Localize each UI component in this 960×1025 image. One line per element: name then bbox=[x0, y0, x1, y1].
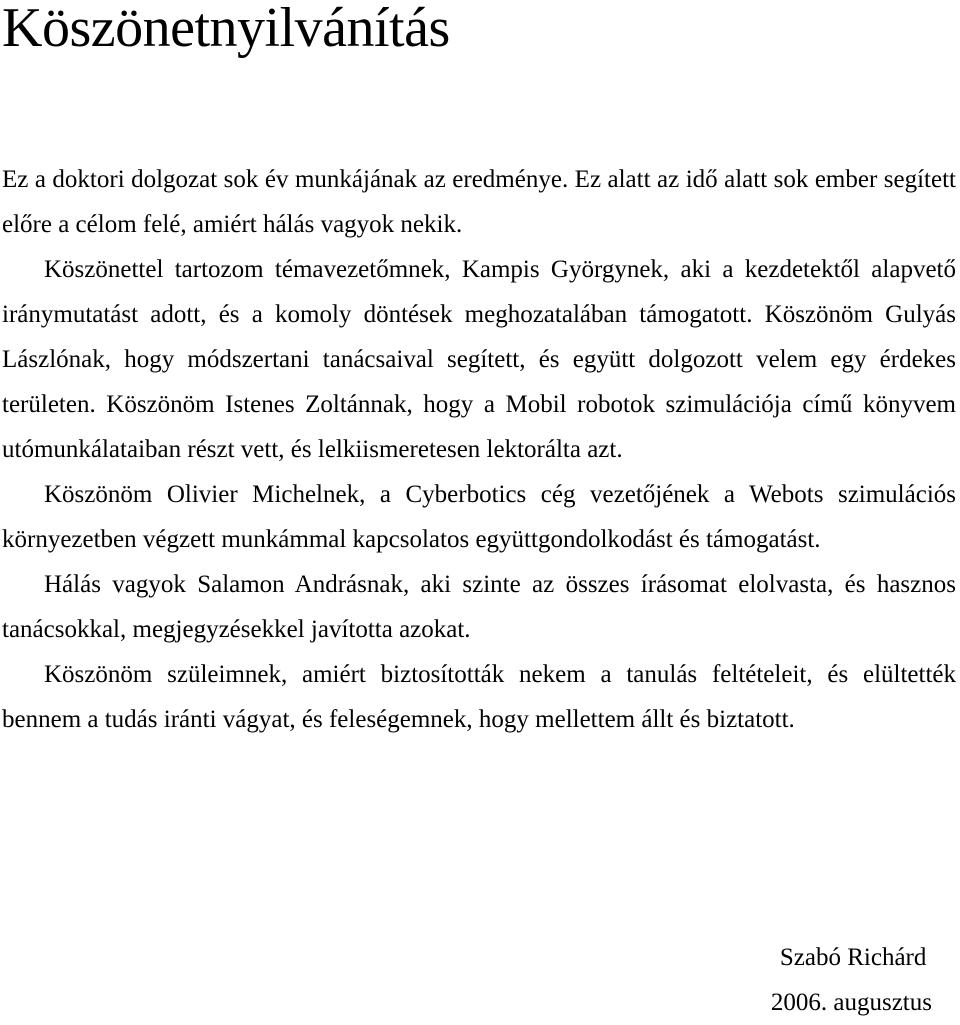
acknowledgements-body bbox=[2, 157, 956, 742]
paragraph-supervisors: Köszönettel tartozom témavezetőmnek, Kampis Györgynek, aki a kezdetektől alapvető iránymutatást adott, és a komoly döntések meghozatalában támogatott. Köszönöm Gulyás Lászlónak, hogy módszertani tanácsaival segített, és együtt dolgozott velem egy érdekes területen. Köszönöm Istenes Zoltánnak, hogy a Mobil robotok szimulációja című könyvem utómunkálataiban részt vett, és lelkiismeretesen lektorálta azt. bbox=[2, 256, 956, 463]
signature-block bbox=[771, 935, 932, 1025]
paragraph-reviewer: Hálás vagyok Salamon Andrásnak, aki szinte az összes írásomat elolvasta, és hasznos tanácsokkal, megjegyzésekkel javította azokat. bbox=[2, 571, 956, 643]
signature-name: Szabó Richárd bbox=[779, 944, 927, 971]
paragraph-intro: Ez a doktori dolgozat sok év munkájának az eredménye. Ez alatt az idő alatt sok ember segített előre a célom felé, amiért hálás vagyok nekik. bbox=[2, 166, 956, 238]
page-title: Köszönetnyilvánítás bbox=[2, 0, 450, 59]
signature-date: 2006. augusztus bbox=[770, 989, 932, 1016]
paragraph-cyberbotics: Köszönöm Olivier Michelnek, a Cyberbotics cég vezetőjének a Webots szimulációs környezetben végzett munkámmal kapcsolatos együttgondolkodást és támogatást. bbox=[2, 481, 956, 553]
paragraph-family: Köszönöm szüleimnek, amiért biztosították nekem a tanulás feltételeit, és elültették bennem a tudás iránti vágyat, és feleségemnek, hogy mellettem állt és biztatott. bbox=[2, 661, 956, 733]
